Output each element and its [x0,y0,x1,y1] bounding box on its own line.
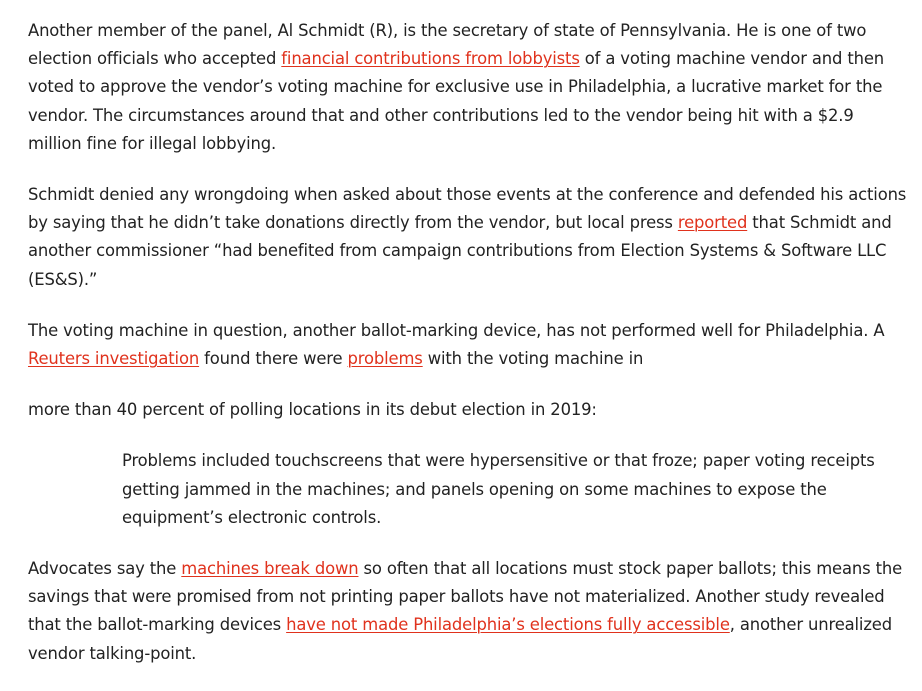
paragraph-text: so often that all locations must stock paper ballots; this means the savings that were promised from not printing paper ballots have not materialized. Another study revealed that the ballot-marking devices [28,559,903,635]
paragraph-schmidt-intro [28,17,908,158]
link-reported[interactable]: reported [677,213,748,233]
link-not-fully-accessible[interactable]: have not made Philadelphia’s elections fully accessible [286,615,730,635]
paragraph-advocates [28,555,908,668]
paragraph-schmidt-denial [28,181,908,294]
link-machines-break-down[interactable]: machines break down [181,559,359,579]
paragraph-text: The voting machine in question, another ballot-marking device, has not performed well for Philadelphia. A [28,320,885,340]
paragraph-text: of a voting machine vendor and then voted to approve the vendor’s voting machine for exclusive use in Philadelphia, a lucrative market for the vendor. The circumstances around that and other contributions led to the vendor being hit with a $2.9 million fine for illegal lobbying. [28,49,885,153]
paragraph-text: , another unrealized vendor talking-point. [28,615,892,663]
paragraph-text: found there were [199,349,348,369]
link-financial-contributions[interactable]: financial contributions from lobbyists [281,49,580,69]
paragraph-text: that Schmidt and another commissioner “had benefited from campaign contributions from Election Systems & Software LLC (ES&S).” [28,213,892,289]
article-body [28,17,908,691]
paragraph-text: Schmidt denied any wrongdoing when asked about those events at the conference and defended his actions by saying that he didn’t take donations directly from the vendor, but local press [28,185,907,233]
blockquote-problems: Problems included touchscreens that were hypersensitive or that froze; paper voting receipts getting jammed in the machines; and panels opening on some machines to expose the equipment’s electronic controls. [122,451,875,527]
paragraph-voting-machine [28,317,908,373]
paragraph-polling-locations: more than 40 percent of polling locations in its debut election in 2019: [28,400,597,420]
paragraph-text: with the voting machine in [422,349,644,369]
paragraph-text: Another member of the panel, Al Schmidt (R), is the secretary of state of Pennsylvania. He is one of two election officials who accepted [28,21,867,69]
link-reuters-investigation[interactable]: Reuters investigation [28,349,200,369]
paragraph-text: Advocates say the [28,559,182,579]
link-problems[interactable]: problems [347,349,423,369]
